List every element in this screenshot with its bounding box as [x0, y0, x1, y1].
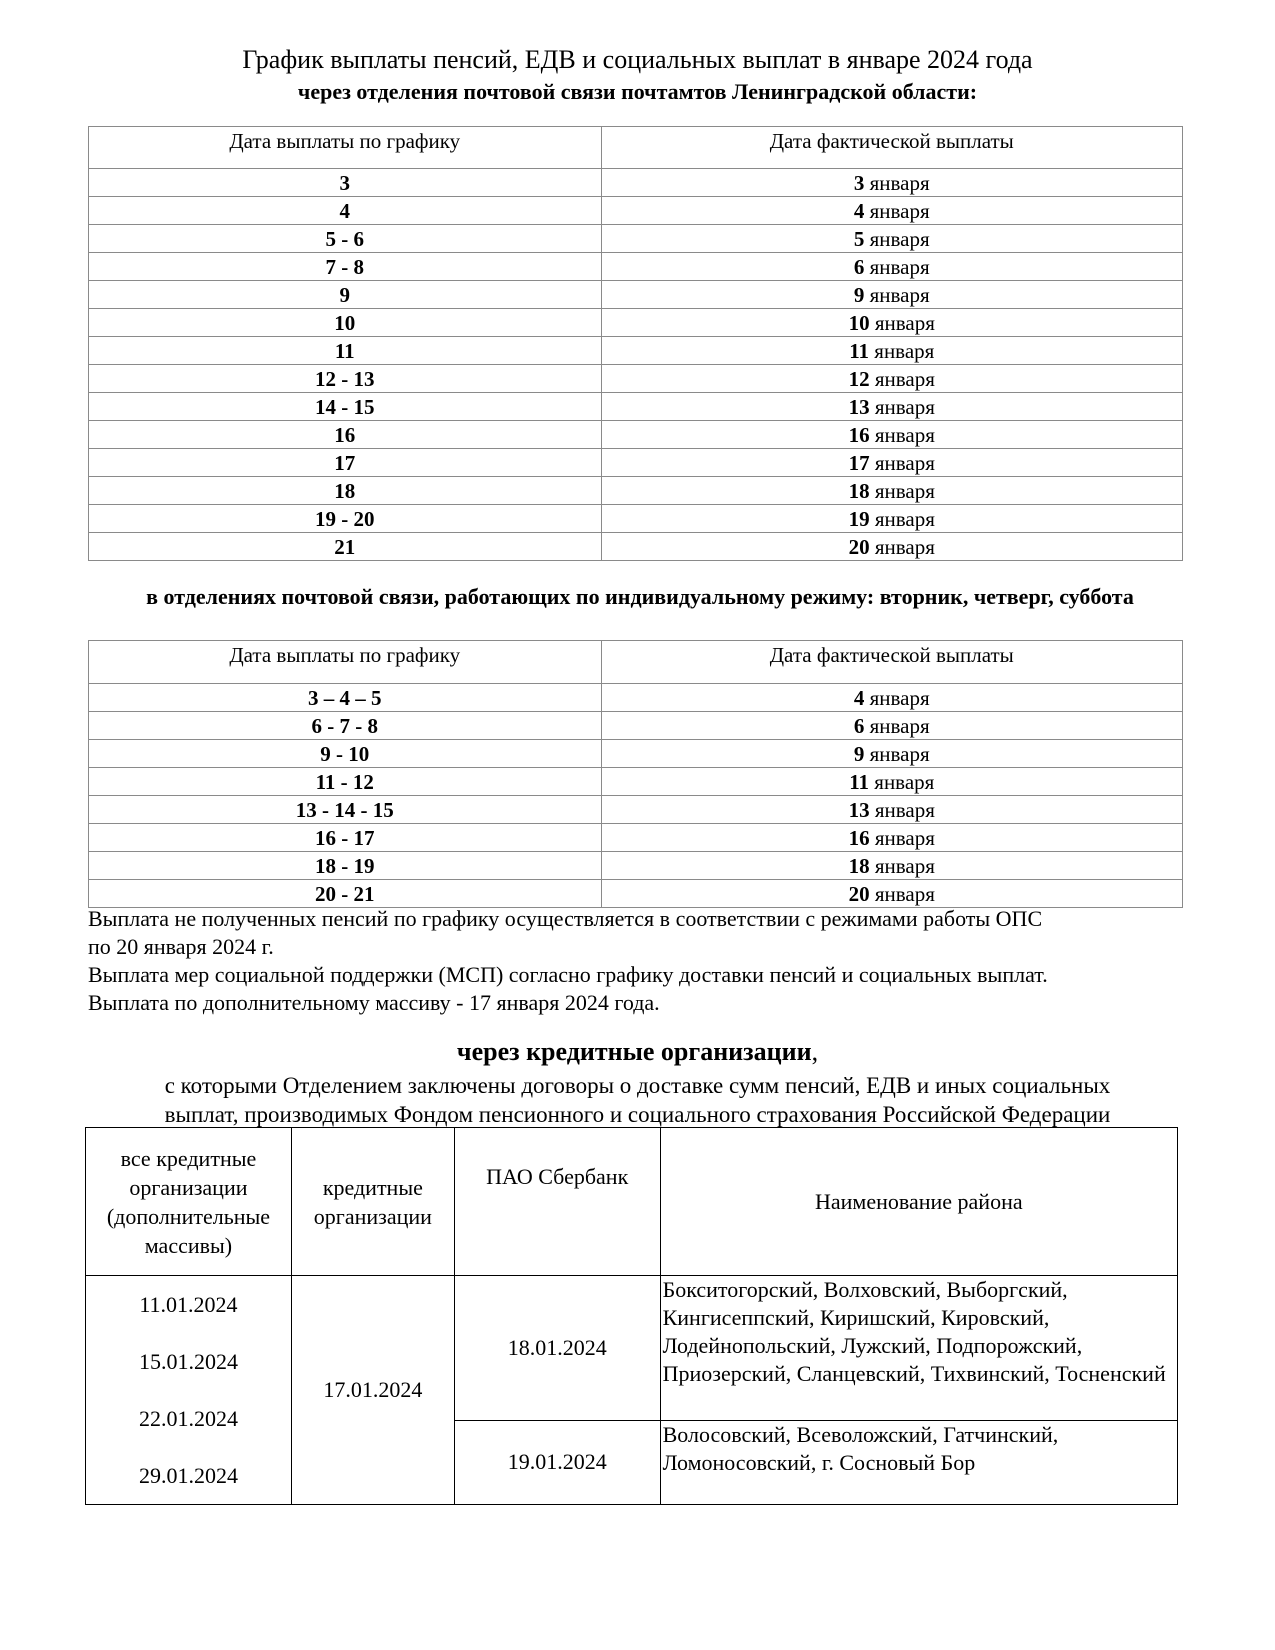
actual-day: 13 [848, 394, 870, 419]
section3-title: через кредитные организации, [456, 1037, 819, 1066]
actual-day: 18 [848, 478, 870, 503]
note-line: Выплата не полученных пенсий по графику осуществляется в соответствии с режимами работы ОПС [88, 906, 1043, 931]
actual-date-cell [601, 365, 1182, 393]
actual-date-cell [601, 253, 1182, 281]
month-word: января [874, 881, 935, 906]
scheduled-date-cell: 16 - 17 [89, 824, 602, 852]
scheduled-date-cell: 4 [89, 197, 602, 225]
scheduled-date-cell: 18 - 19 [89, 852, 602, 880]
actual-day: 11 [849, 769, 870, 794]
credit-date: 17.01.2024 [291, 1276, 454, 1505]
table-row [89, 225, 1183, 253]
scheduled-date-cell: 6 - 7 - 8 [89, 712, 602, 740]
district-list: Бокситогорский, Волховский, Выборгский, Кингисеппский, Киришский, Кировский, Лодейнопольский, Лужский, Подпорожский, Приозерский, Сланцевский, Тихвинский, Тосненский [660, 1276, 1177, 1421]
table-row [89, 477, 1183, 505]
actual-day: 4 [853, 198, 865, 223]
actual-day: 11 [849, 338, 870, 363]
extra-date: 15.01.2024 [138, 1349, 238, 1374]
scheduled-date-cell: 13 - 14 - 15 [89, 796, 602, 824]
actual-date-cell [601, 880, 1182, 908]
table-row [89, 852, 1183, 880]
actual-day: 18 [848, 853, 870, 878]
post-office-schedule-table [88, 126, 1183, 561]
scheduled-date-cell: 16 [89, 421, 602, 449]
extra-date: 29.01.2024 [138, 1463, 238, 1488]
extra-date: 22.01.2024 [138, 1406, 238, 1431]
extra-date: 11.01.2024 [139, 1292, 238, 1317]
table-row [89, 796, 1183, 824]
month-word: января [874, 534, 935, 559]
table-row [89, 337, 1183, 365]
month-word: января [869, 741, 930, 766]
month-word: января [869, 226, 930, 251]
actual-date-cell [601, 533, 1182, 561]
table-row [89, 505, 1183, 533]
header-actual-date: Дата фактической выплаты [601, 641, 1182, 684]
header-credit-orgs: кредитные организации [291, 1128, 454, 1276]
extra-dates-cell [86, 1276, 292, 1505]
actual-date-cell [601, 852, 1182, 880]
actual-date-cell [601, 337, 1182, 365]
actual-day: 9 [853, 282, 865, 307]
scheduled-date-cell: 11 - 12 [89, 768, 602, 796]
table-row [89, 740, 1183, 768]
actual-date-cell [601, 796, 1182, 824]
header-sberbank: ПАО Сбербанк [454, 1128, 660, 1276]
scheduled-date-cell: 7 - 8 [89, 253, 602, 281]
sber-date: 19.01.2024 [454, 1420, 660, 1504]
table-row [89, 533, 1183, 561]
table-row [89, 449, 1183, 477]
actual-day: 6 [853, 254, 865, 279]
month-word: января [874, 310, 935, 335]
table-row [89, 824, 1183, 852]
actual-date-cell [601, 421, 1182, 449]
actual-day: 17 [848, 450, 870, 475]
table-row [89, 880, 1183, 908]
section1-title: через отделения почтовой связи почтамтов Ленинградской области: [297, 79, 978, 104]
scheduled-date-cell: 17 [89, 449, 602, 477]
scheduled-date-cell: 5 - 6 [89, 225, 602, 253]
actual-date-cell [601, 768, 1182, 796]
scheduled-date-cell: 9 - 10 [89, 740, 602, 768]
month-word: января [874, 506, 935, 531]
actual-day: 5 [853, 226, 865, 251]
table-row [89, 281, 1183, 309]
header-scheduled-date: Дата выплаты по графику [89, 127, 602, 169]
table-row [89, 393, 1183, 421]
table-row [89, 197, 1183, 225]
month-word: января [874, 422, 935, 447]
actual-date-cell [601, 740, 1182, 768]
actual-day: 9 [853, 741, 865, 766]
month-word: января [874, 797, 935, 822]
credit-organizations-table [85, 1127, 1178, 1505]
header-district: Наименование района [660, 1128, 1177, 1276]
district-list: Волосовский, Всеволожский, Гатчинский, Ломоносовский, г. Сосновый Бор [660, 1420, 1177, 1504]
month-word: января [869, 282, 930, 307]
actual-date-cell [601, 225, 1182, 253]
actual-date-cell [601, 281, 1182, 309]
month-word: января [874, 853, 935, 878]
actual-day: 6 [853, 713, 865, 738]
sber-date: 18.01.2024 [454, 1276, 660, 1421]
actual-day: 20 [848, 881, 870, 906]
section3-subtitle: с которыми Отделением заключены договоры о доставке сумм пенсий, ЕДВ и иных социальных выплат, производимых Фондом пенсионного и социального страхования Российской Федерации [164, 1073, 1111, 1127]
month-word: января [874, 478, 935, 503]
scheduled-date-cell: 3 [89, 169, 602, 197]
actual-day: 4 [853, 685, 865, 710]
actual-date-cell [601, 505, 1182, 533]
actual-date-cell [601, 169, 1182, 197]
actual-day: 12 [848, 366, 870, 391]
scheduled-date-cell: 12 - 13 [89, 365, 602, 393]
table-row [89, 421, 1183, 449]
header-all-credit-orgs: все кредитные организации (дополнительные массивы) [86, 1128, 292, 1276]
actual-day: 10 [848, 310, 870, 335]
actual-day: 16 [848, 422, 870, 447]
header-actual-date: Дата фактической выплаты [601, 127, 1182, 169]
page-title: График выплаты пенсий, ЕДВ и социальных выплат в январе 2024 года [242, 45, 1033, 74]
table-row [89, 253, 1183, 281]
actual-day: 19 [848, 506, 870, 531]
actual-date-cell [601, 449, 1182, 477]
actual-date-cell [601, 684, 1182, 712]
month-word: января [869, 198, 930, 223]
scheduled-date-cell: 20 - 21 [89, 880, 602, 908]
notes [88, 905, 1208, 1017]
table-row [89, 768, 1183, 796]
actual-date-cell [601, 393, 1182, 421]
note-line: по 20 января 2024 г. [88, 934, 274, 959]
scheduled-date-cell: 19 - 20 [89, 505, 602, 533]
table-row [89, 712, 1183, 740]
scheduled-date-cell: 18 [89, 477, 602, 505]
month-word: января [874, 394, 935, 419]
actual-date-cell [601, 712, 1182, 740]
scheduled-date-cell: 9 [89, 281, 602, 309]
month-word: января [874, 450, 935, 475]
actual-day: 3 [853, 170, 865, 195]
scheduled-date-cell: 3 – 4 – 5 [89, 684, 602, 712]
note-line: Выплата по дополнительному массиву - 17 января 2024 года. [88, 990, 660, 1015]
scheduled-date-cell: 14 - 15 [89, 393, 602, 421]
month-word: января [874, 338, 935, 363]
header-scheduled-date: Дата выплаты по графику [89, 641, 602, 684]
month-word: января [869, 170, 930, 195]
scheduled-date-cell: 21 [89, 533, 602, 561]
scheduled-date-cell: 10 [89, 309, 602, 337]
actual-date-cell [601, 197, 1182, 225]
table-row [89, 365, 1183, 393]
section3-title-bold: через кредитные организации [456, 1037, 812, 1066]
month-word: января [874, 825, 935, 850]
month-word: января [869, 713, 930, 738]
table-row [89, 684, 1183, 712]
actual-date-cell [601, 477, 1182, 505]
month-word: января [874, 769, 935, 794]
actual-date-cell [601, 309, 1182, 337]
month-word: января [874, 366, 935, 391]
section2-title: в отделениях почтовой связи, работающих по индивидуальному режиму: вторник, четверг, суббота [146, 584, 1134, 609]
actual-day: 16 [848, 825, 870, 850]
actual-date-cell [601, 824, 1182, 852]
table-row [89, 309, 1183, 337]
month-word: января [869, 254, 930, 279]
individual-mode-schedule-table [88, 640, 1183, 908]
scheduled-date-cell: 11 [89, 337, 602, 365]
table-row [89, 169, 1183, 197]
actual-day: 13 [848, 797, 870, 822]
actual-day: 20 [848, 534, 870, 559]
month-word: января [869, 685, 930, 710]
note-line: Выплата мер социальной поддержки (МСП) согласно графику доставки пенсий и социальных выплат. [88, 962, 1048, 987]
